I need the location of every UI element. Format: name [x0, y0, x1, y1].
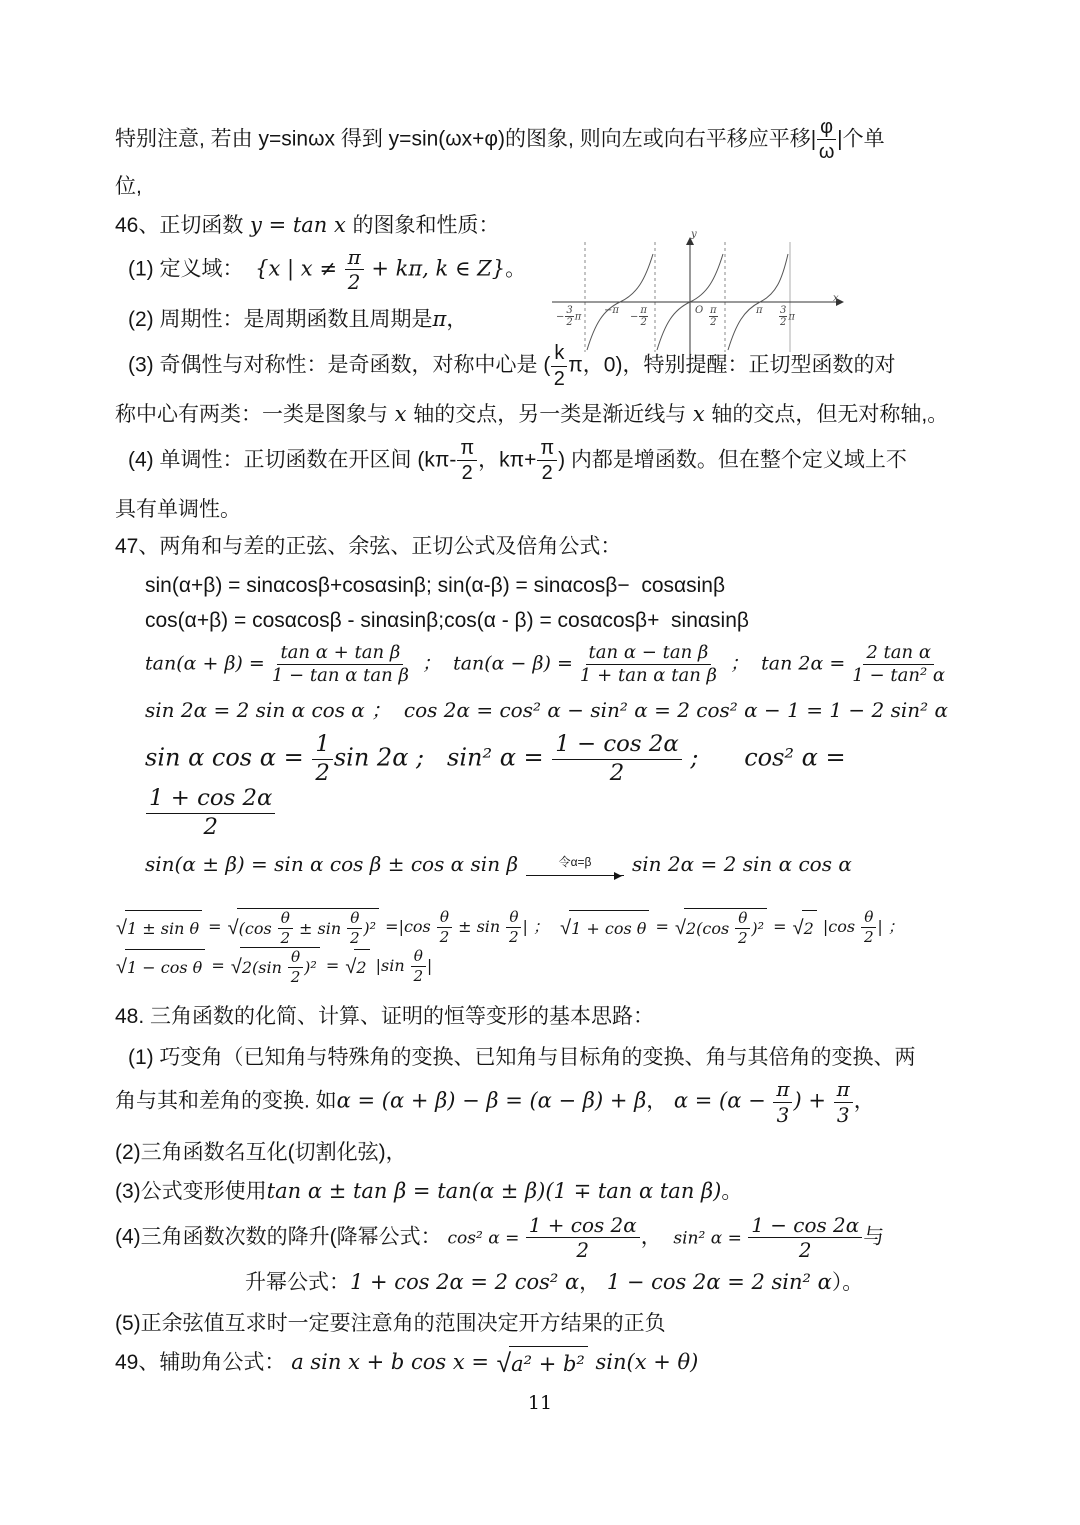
radical-sign: √ [116, 955, 127, 978]
math-text: sin 2α = 2 sin α cos α [632, 852, 852, 877]
text: ) 内都是增函数。但在整个定义域上不 [558, 448, 907, 472]
math-text: − [556, 311, 565, 323]
text: 位, [115, 174, 142, 198]
item-47-heading [115, 530, 977, 563]
fraction: $\frac{\text{tan α − tan β}}{\text{1 + tan α tan β}}$ [579, 641, 717, 686]
fraction: $\frac{\pi}{2}$ [640, 305, 647, 328]
math-text: = [768, 917, 792, 937]
math-text: 1 + cos θ [571, 919, 647, 939]
text: 轴的交点，另一类是渐近线与 [413, 403, 687, 427]
radical-sign: √ [674, 916, 686, 939]
text: 具有单调性。 [115, 497, 241, 521]
item-46-4-line2 [115, 493, 977, 526]
text: ， [646, 1089, 668, 1113]
text: 轴的交点，但无对称轴,。 [711, 403, 949, 427]
axis-label [778, 306, 795, 328]
square-root [560, 910, 649, 945]
text: 角与其和差角的变换. 如 [115, 1089, 337, 1113]
text: (1) 定义域： [128, 257, 256, 281]
math-text: = [203, 917, 227, 937]
math-text: 1 ± sin θ [126, 919, 200, 939]
fraction: $\frac{\theta}{2}$ [735, 910, 750, 947]
axis-label [630, 306, 649, 328]
axis-label [708, 306, 719, 328]
page-number: 11 [527, 1392, 553, 1414]
square-root [116, 949, 205, 984]
text: (3)公式变形使用 [115, 1180, 267, 1204]
math-text: π [756, 305, 763, 316]
math-text: π [432, 307, 447, 332]
axis-label [695, 306, 703, 316]
fraction: $\frac{\theta}{2}$ [861, 909, 876, 946]
radical-sign: √ [792, 916, 804, 939]
math-text: x [686, 402, 712, 427]
fraction: $\frac{k}{2}$ [551, 342, 567, 390]
item-48-2 [115, 1136, 977, 1169]
text: ， [640, 1225, 674, 1249]
math-text: α = (α + β) − β = (α − β) + β [336, 1088, 647, 1113]
fraction: $\frac{\varphi}{\omega}$ [818, 116, 835, 164]
math-text: 2 [803, 919, 814, 939]
text: 的图象和性质： [352, 213, 500, 237]
square-root [345, 949, 369, 984]
text: π，0)，特别提醒：正切型函数的对 [568, 353, 896, 377]
math-text: 1 − cos 2α = 2 sin² α [600, 1269, 832, 1294]
maps-to-arrow [526, 856, 624, 876]
text: ， [853, 1089, 875, 1113]
math-text: sin(x + θ) [588, 1349, 699, 1374]
text: sin(α+β) = sinαcosβ+cosαsinβ; sin(α-β) = sinαcosβ− cosαsinβ [145, 573, 726, 597]
fraction: $\frac{\pi}{2}$ [710, 305, 717, 328]
text: (4) 单调性：正切函数在开区间 (kπ- [128, 448, 457, 472]
math-text: |sin [370, 956, 410, 976]
square-root [793, 910, 817, 945]
math-text: y [691, 229, 697, 240]
axis-label [604, 306, 619, 316]
math-text: sin α cos α = [145, 743, 312, 772]
square-root [231, 947, 320, 986]
math-text: x [833, 293, 839, 304]
math-text: π [574, 311, 582, 323]
math-text: )² [751, 919, 765, 939]
text: |个单 [837, 127, 885, 151]
radical-sign: √ [227, 916, 239, 939]
fraction: $\frac{\pi}{2}$ [537, 437, 557, 485]
fraction: $\frac{1 - \cos 2\alpha}{2}$ [552, 732, 681, 786]
formula-sqrt-identities [115, 908, 977, 986]
math-text: | ； [877, 917, 915, 937]
formula-tan-sum [115, 643, 977, 686]
text: 49、辅助角公式： [115, 1350, 292, 1374]
math-text: −π [604, 305, 619, 316]
math-text: = [206, 956, 230, 976]
formula-cos-sum [115, 604, 977, 637]
math-text: 1 + cos 2α = 2 cos² α [350, 1269, 580, 1294]
text: ， [446, 308, 468, 332]
math-text: a sin x + b cos x = [291, 1349, 496, 1374]
item-48-3 [115, 1175, 977, 1208]
item-48-4-line1 [115, 1214, 977, 1262]
text: ， [579, 1270, 601, 1294]
fraction: $\frac{\pi}{3}$ [834, 1078, 853, 1126]
text: (2) 周期性：是周期函数且周期是 [128, 308, 433, 332]
math-text: cos² α = [447, 1228, 525, 1249]
math-text: | [426, 956, 433, 976]
math-text: {x | x ≠ [255, 256, 344, 281]
math-text: 2(cos [685, 919, 735, 939]
text: 与 [863, 1225, 885, 1249]
fraction: $\frac{\theta}{2}$ [506, 909, 521, 946]
math-text: α = (α − [667, 1088, 773, 1113]
text: 特别注意, 若由 y=sinωx 得到 y=sin(ωx+φ)的图象, 则向左或向右平移应平移| [115, 127, 817, 151]
text: 47、两角和与差的正弦、余弦、正切公式及倍角公式： [115, 534, 622, 558]
axis-label [756, 306, 763, 316]
item-48-5 [115, 1307, 977, 1340]
text: (4)三角函数次数的降升(降幂公式： [115, 1225, 448, 1249]
text: (1) 巧变角（已知角与特殊角的变换、已知角与目标角的变换、角与其倍角的变换、两 [128, 1046, 916, 1070]
text: cos(α+β) = cosαcosβ - sinαsinβ;cos(α - β) = cosαcosβ+ sinαsinβ [145, 608, 749, 632]
arrow-line [526, 869, 624, 876]
item-46-3-line2 [115, 398, 977, 431]
math-text: sin 2α ; sin² α = [333, 743, 552, 772]
intro-paragraph-line1 [115, 116, 977, 164]
fraction: $\frac{\text{2 tan α}}{\text{1 − tan² α}}$ [852, 641, 946, 686]
formula-arrow-derivation [115, 848, 977, 882]
math-text: − [630, 311, 639, 323]
intro-paragraph-line2 [115, 170, 977, 203]
math-text: x [388, 402, 414, 427]
fraction: $\frac{3}{2}$ [780, 305, 787, 328]
math-text: ； tan(α − β) = [409, 652, 579, 675]
item-46-4-line1 [115, 437, 977, 485]
fraction: $\frac{1 + \cos 2\alpha}{2}$ [526, 1214, 640, 1262]
math-text: ； tan 2α = [717, 652, 852, 675]
axis-label [833, 294, 839, 304]
fraction: $\frac{\pi}{2}$ [457, 437, 477, 485]
math-text: 2(sin [241, 958, 287, 978]
axis-label [556, 306, 581, 328]
formula-sin-sum [115, 569, 977, 602]
tangent-graph-canvas [548, 236, 848, 360]
formula-double-angle [115, 694, 977, 728]
square-root [228, 908, 379, 947]
math-text: ; cos² α = [682, 743, 854, 772]
formula-power-reduce [115, 732, 977, 840]
math-text: y = tan x [243, 212, 353, 237]
text: ，kπ+ [478, 448, 537, 472]
math-text: ) + [793, 1088, 833, 1113]
tangent-graph [548, 229, 848, 360]
text: (2)三角函数名互化(切割化弦)， [115, 1141, 407, 1165]
radical-sign: √ [345, 955, 357, 978]
square-root [116, 910, 202, 945]
fraction: $\frac{\theta}{2}$ [411, 948, 426, 985]
radical-sign: √ [116, 916, 127, 939]
radical-sign: √ [230, 955, 242, 978]
math-text: )² [363, 919, 377, 939]
fraction: $\frac{\theta}{2}$ [437, 909, 452, 946]
item-48-4-line2 [115, 1266, 977, 1299]
fraction: $\frac{\pi}{2}$ [345, 246, 364, 294]
text: 。 [505, 257, 527, 281]
fraction: $\frac{\theta}{2}$ [347, 910, 362, 947]
fraction: $\frac{\text{tan α + tan β}}{\text{1 − tan α tan β}}$ [271, 641, 409, 686]
math-text: =|cos [380, 917, 436, 937]
text: 升幂公式： [245, 1270, 350, 1294]
math-text: )² [304, 958, 317, 978]
math-text: 1 − cos θ [126, 958, 203, 978]
text: (3) 奇偶性与对称性：是奇函数，对称中心是 ( [128, 353, 551, 377]
math-text: 2 [356, 958, 367, 978]
fraction: $\frac{3}{2}$ [566, 305, 573, 328]
math-text: ± sin [293, 919, 347, 939]
arrow-label: 令α=β [558, 854, 592, 869]
fraction: $\frac{\theta}{2}$ [278, 910, 293, 947]
radical-sign: √ [560, 916, 572, 939]
item-48-heading [115, 1000, 977, 1033]
math-text: + kπ, k ∈ Z} [364, 256, 506, 281]
square-root [675, 908, 767, 947]
fraction: $\frac{1}{2}$ [312, 732, 333, 786]
math-text: tan(α + β) = [145, 652, 271, 675]
math-text: O [695, 305, 704, 316]
text: 称中心有两类：一类是图象与 [115, 403, 388, 427]
fraction: $\frac{1 - \cos 2\alpha}{2}$ [748, 1214, 862, 1262]
math-text: a² + b² [511, 1351, 585, 1376]
math-text: | ； [522, 917, 560, 937]
math-text: = [650, 917, 674, 937]
square-root [497, 1346, 588, 1381]
radical-sign: √ [496, 1348, 512, 1379]
math-text: (cos [238, 919, 277, 939]
fraction: $\frac{\pi}{3}$ [773, 1078, 792, 1126]
math-text: = [320, 956, 345, 976]
text: ）。 [831, 1270, 864, 1294]
axis-label [691, 230, 697, 240]
fraction: $\frac{\theta}{2}$ [288, 949, 303, 986]
text: 。 [721, 1180, 743, 1204]
math-text: |cos [817, 917, 861, 937]
text: 48. 三角函数的化简、计算、证明的恒等变形的基本思路： [115, 1005, 655, 1029]
math-text: tan α ± tan β = tan(α ± β)(1 ∓ tan α tan β) [266, 1179, 722, 1204]
fraction: $\frac{1 + \cos 2\alpha}{2}$ [146, 786, 275, 840]
text: (5)正余弦值互求时一定要注意角的范围决定开方结果的正负 [115, 1311, 666, 1335]
math-text: sin² α = [673, 1228, 748, 1249]
math-text: ± sin [453, 917, 506, 937]
item-48-1-line1 [115, 1041, 977, 1074]
item-49-heading [115, 1346, 977, 1381]
math-text: sin(α ± β) = sin α cos β ± cos α sin β [145, 852, 519, 877]
item-48-1-line2 [115, 1078, 977, 1126]
math-text: π [788, 311, 795, 323]
text: 46、正切函数 [115, 213, 244, 237]
math-text: sin 2α = 2 sin α cos α ； cos 2α = cos² α − sin² α = 2 cos² α − 1 = 1 − 2 sin² α [145, 698, 949, 723]
